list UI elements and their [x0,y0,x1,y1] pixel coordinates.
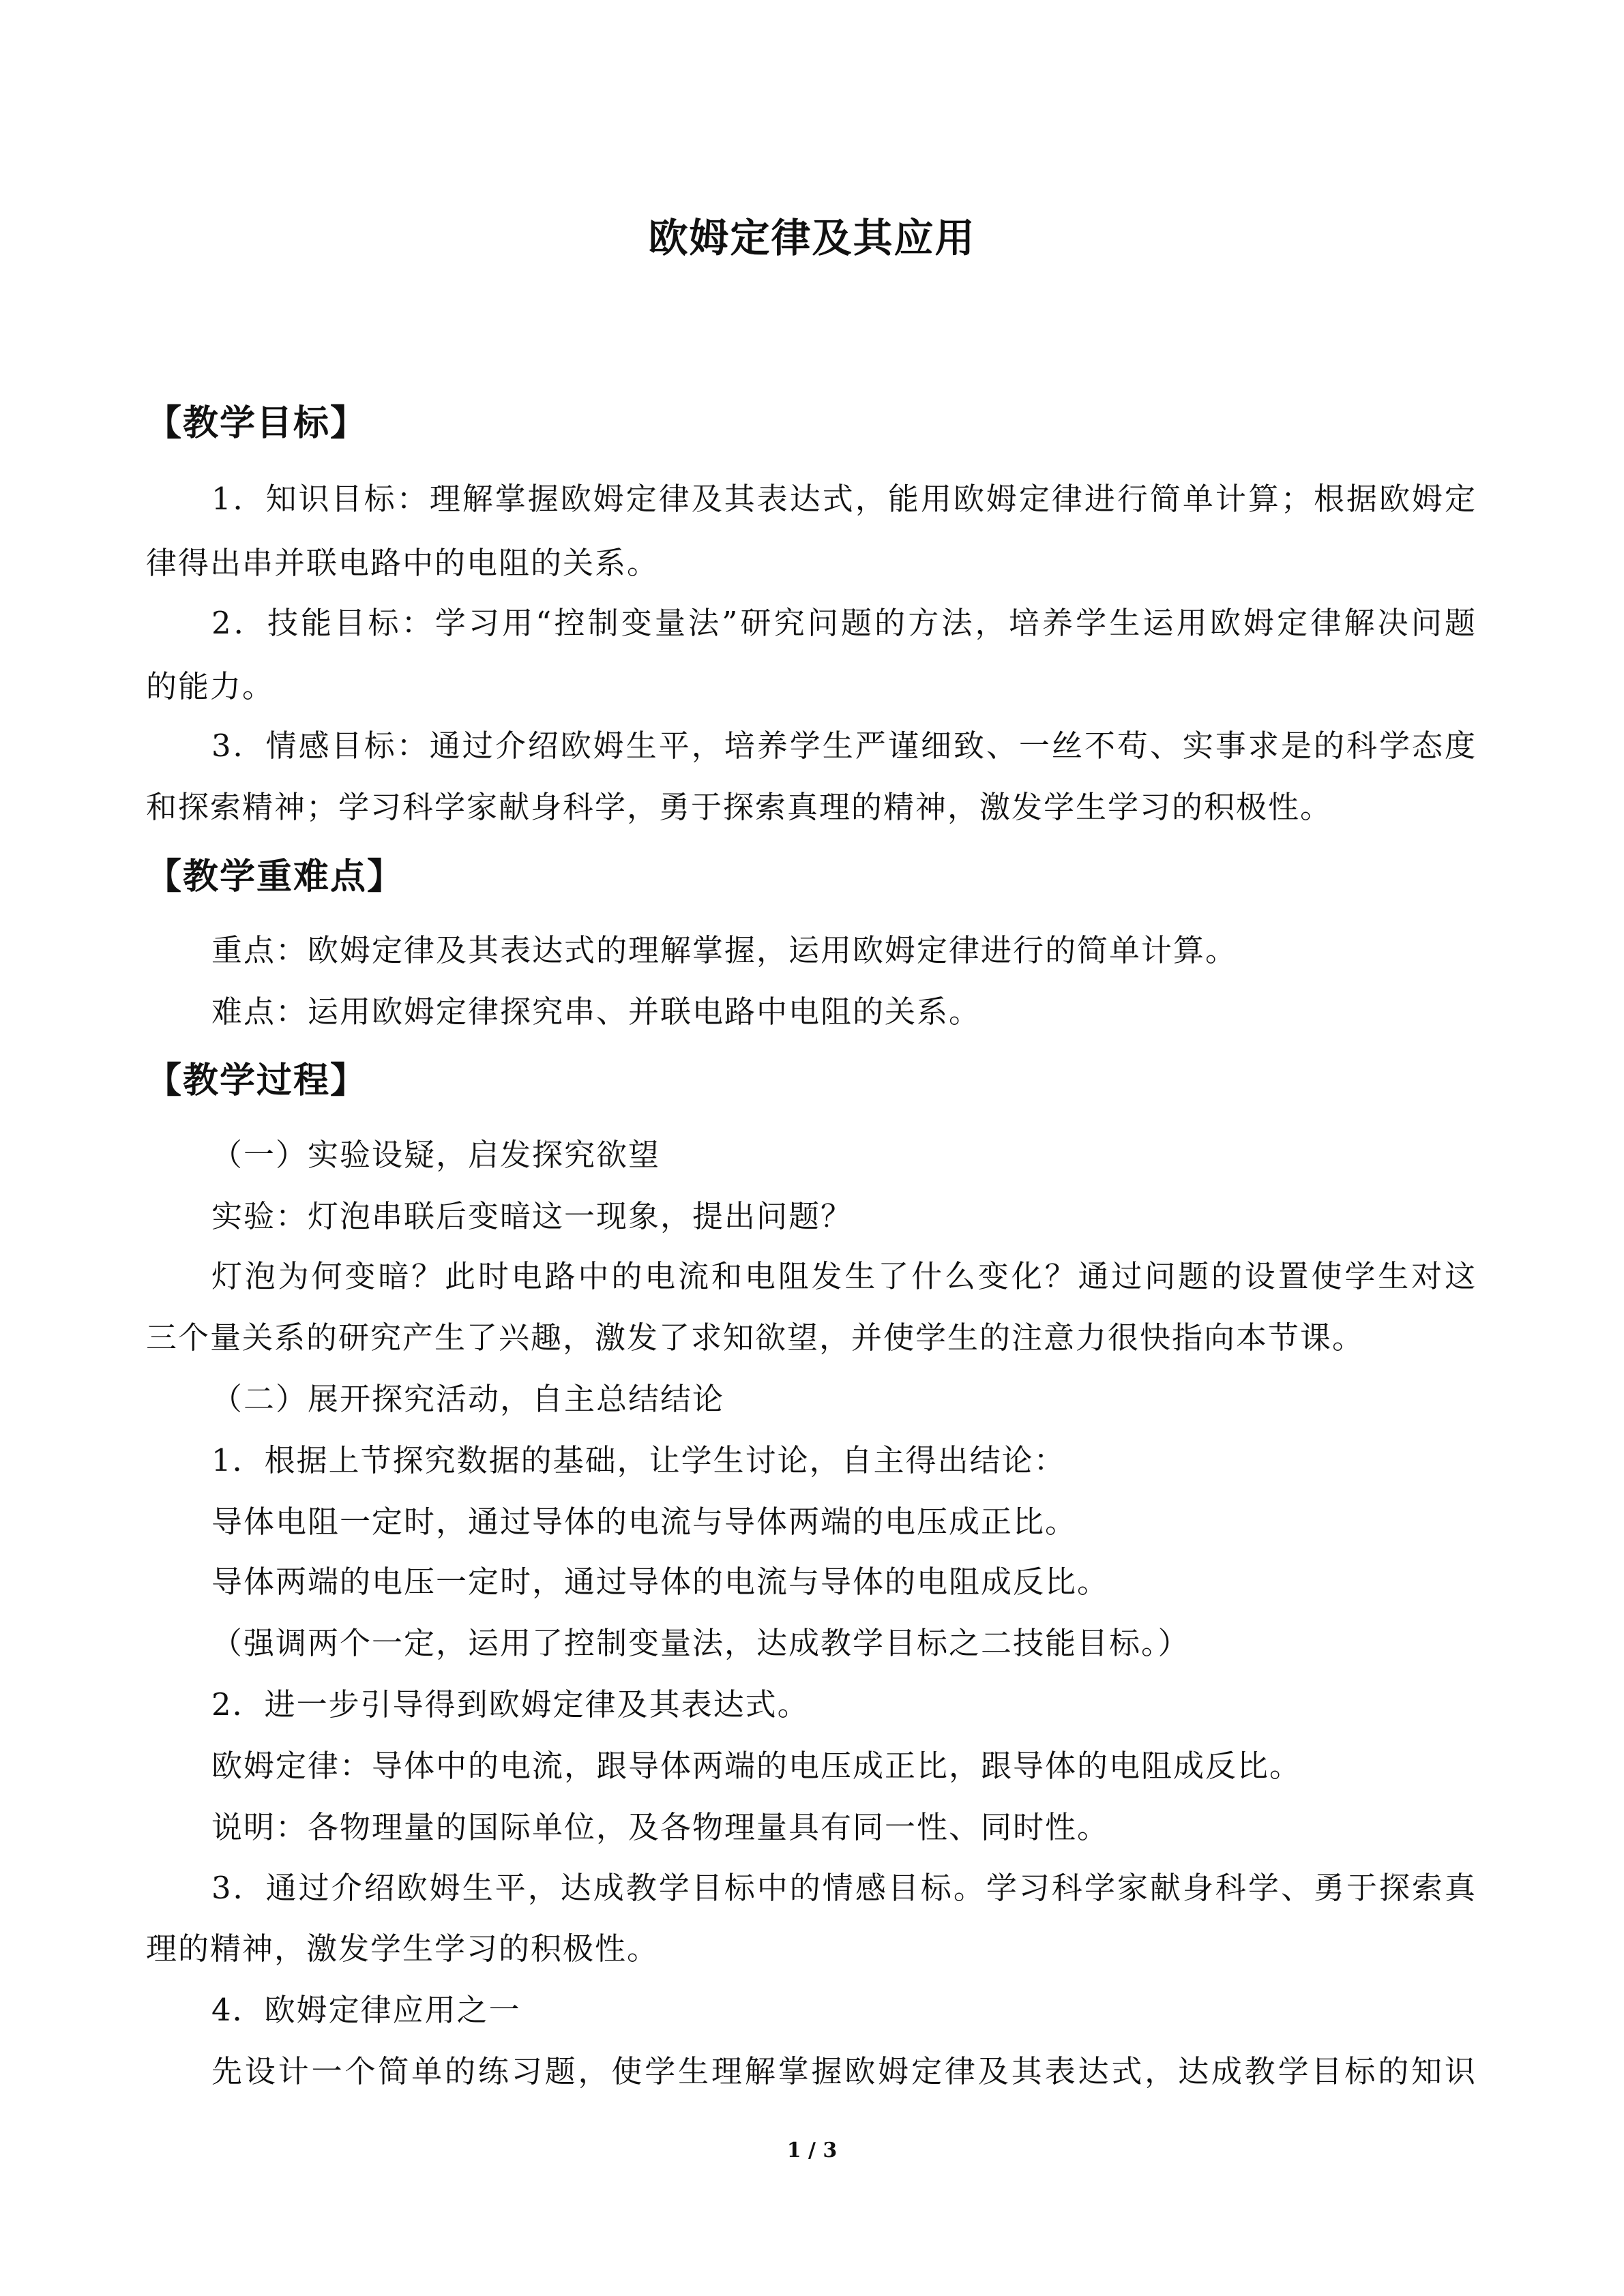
paragraph-line: 欧姆定律：导体中的电流，跟导体两端的电压成正比，跟导体的电阻成反比。 [211,1748,1302,1784]
paragraph-line: 的能力。 [146,668,275,704]
paragraph-line: 说明：各物理量的国际单位，及各物理量具有同一性、同时性。 [211,1809,1110,1845]
paragraph-line: 灯泡为何变暗？此时电路中的电流和电阻发生了什么变化？通过问题的设置使学生对这 [211,1258,1477,1294]
paragraph-line: （强调两个一定，运用了控制变量法，达成教学目标之二技能目标。） [211,1625,1190,1661]
paragraph-line: 3．通过介绍欧姆生平，达成教学目标中的情感目标。学习科学家献身科学、勇于探索真 [211,1870,1477,1906]
paragraph-line: （二）展开探究活动，自主总结结论 [211,1381,725,1417]
paragraph-line: 三个量关系的研究产生了兴趣，激发了求知欲望，并使学生的注意力很快指向本节课。 [146,1320,1365,1356]
page-number: 1 / 3 [786,2138,838,2162]
paragraph-line: 1．知识目标：理解掌握欧姆定律及其表达式，能用欧姆定律进行简单计算；根据欧姆定 [211,481,1477,517]
page-title: 欧姆定律及其应用 [648,215,976,261]
paragraph-line: 和探索精神；学习科学家献身科学，勇于探索真理的精神，激发学生学习的积极性。 [146,789,1333,825]
paragraph-line: 4．欧姆定律应用之一 [211,1992,521,2028]
paragraph-line: 先设计一个简单的练习题，使学生理解掌握欧姆定律及其表达式，达成教学目标的知识 [211,2053,1477,2089]
paragraph-line: 难点：运用欧姆定律探究串、并联电路中电阻的关系。 [211,994,981,1030]
paragraph-line: 律得出串并联电路中的电阻的关系。 [146,545,660,581]
paragraph-line: 2．进一步引导得到欧姆定律及其表达式。 [211,1686,810,1723]
paragraph-line: 3．情感目标：通过介绍欧姆生平，培养学生严谨细致、一丝不苟、实事求是的科学态度 [211,728,1477,764]
paragraph-line: 导体两端的电压一定时，通过导体的电流与导体的电阻成反比。 [211,1564,1110,1600]
paragraph-line: 1．根据上节探究数据的基础，让学生讨论，自主得出结论： [211,1442,1066,1478]
section-heading-goals: 【教学目标】 [146,403,368,444]
paragraph-line: 2．技能目标：学习用“控制变量法”研究问题的方法，培养学生运用欧姆定律解决问题 [211,605,1477,641]
paragraph-line: 重点：欧姆定律及其表达式的理解掌握，运用欧姆定律进行的简单计算。 [211,932,1238,968]
paragraph-line: 实验：灯泡串联后变暗这一现象，提出问题？ [211,1198,853,1234]
section-heading-keypoints: 【教学重难点】 [146,856,404,897]
paragraph-line: （一）实验设疑，启发探究欲望 [211,1137,661,1173]
paragraph-line: 理的精神，激发学生学习的积极性。 [146,1930,660,1967]
paragraph-line: 导体电阻一定时，通过导体的电流与导体两端的电压成正比。 [211,1504,1078,1540]
section-heading-process: 【教学过程】 [146,1060,368,1101]
